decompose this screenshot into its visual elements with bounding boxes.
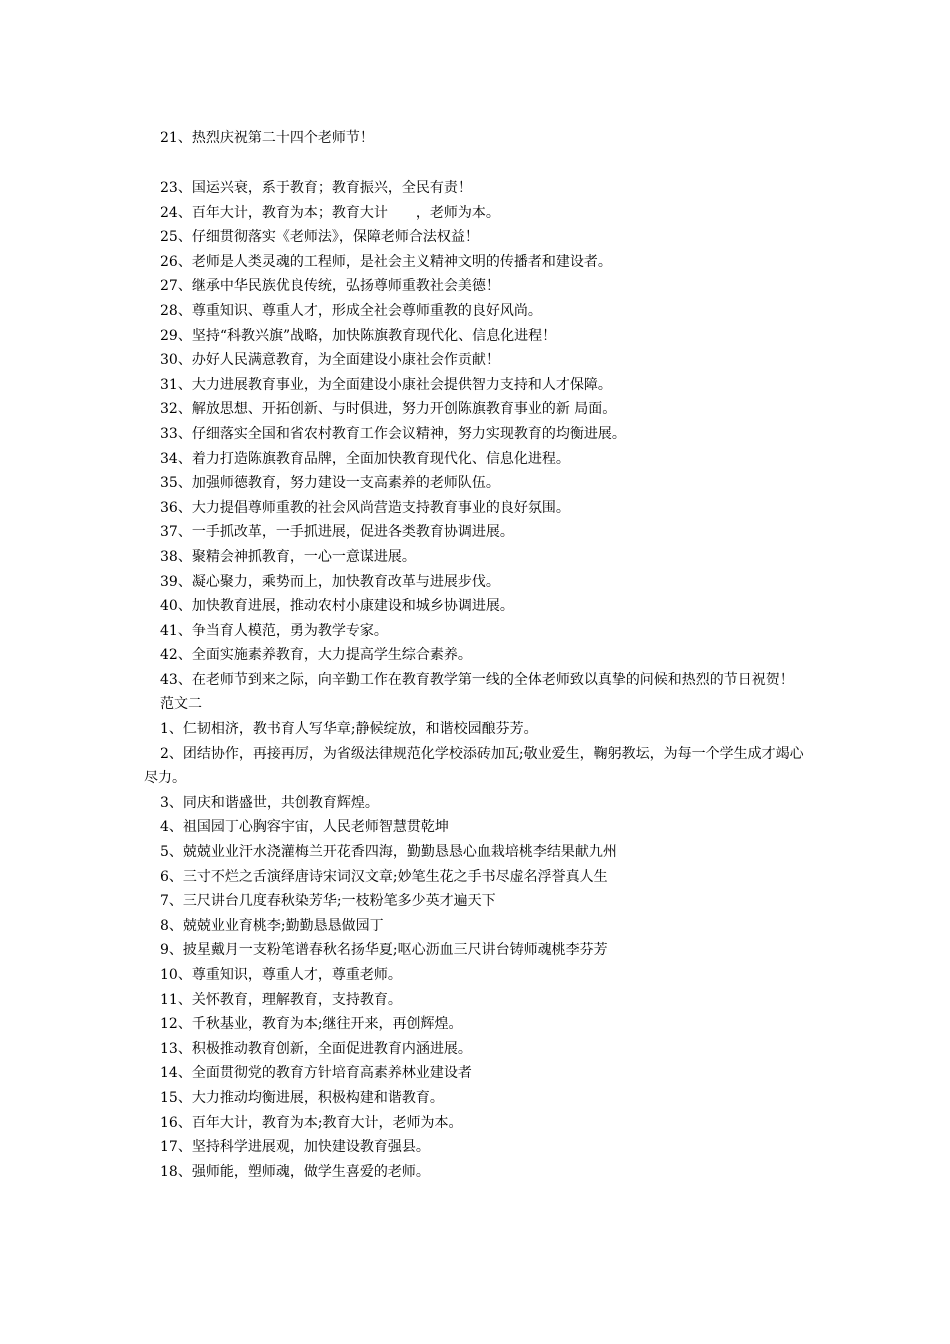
paragraph-b2: 2、团结协作，再接再厉，为省级法律规范化学校添砖加瓦;敬业爱生，鞠躬教坛，为每一个学生成才竭心尽力。	[144, 745, 804, 787]
text-line: 30、办好人民满意教育，为全面建设小康社会作贡献！	[160, 352, 500, 369]
text-line: 1、仁韧相济，教书育人写华章;静候绽放，和谐校园酿芬芳。	[160, 721, 538, 738]
section-title: 范文二	[160, 696, 202, 713]
top-line-block	[144, 126, 804, 151]
paragraph-43: 43、在老师节到来之际，向辛勤工作在教育教学第一线的全体老师致以真挚的问候和热烈的节日祝贺！	[160, 671, 794, 688]
text-line: 8、兢兢业业育桃李;勤勤恳恳做园丁	[160, 917, 384, 934]
text-line: 24、百年大计，教育为本；教育大计 ，老师为本。	[160, 204, 500, 221]
text-line: 31、大力进展教育事业，为全面建设小康社会提供智力支持和人才保障。	[160, 376, 612, 393]
text-line: 7、三尺讲台几度春秋染芳华;一枝粉笔多少英才遍天下	[160, 893, 496, 910]
text-line: 17、坚持科学进展观，加快建设教育强县。	[160, 1139, 430, 1156]
text-line: 14、全面贯彻党的教育方针培育高素养林业建设者	[160, 1065, 472, 1082]
text-line: 11、关怀教育，理解教育，支持教育。	[160, 991, 402, 1008]
text-line: 29、坚持“科教兴旗”战略，加快陈旗教育现代化、信息化进程！	[160, 327, 557, 344]
text-line: 23、国运兴衰，系于教育；教育振兴，全民有责！	[160, 180, 472, 196]
text-line: 34、着力打造陈旗教育品牌，全面加快教育现代化、信息化进程。	[160, 450, 570, 467]
text-line: 28、尊重知识、尊重人才，形成全社会尊师重教的良好风尚。	[160, 302, 542, 319]
text-line: 38、聚精会神抓教育，一心一意谋进展。	[160, 548, 416, 565]
text-line: 15、大力推动均衡进展，积极构建和谐教育。	[160, 1089, 444, 1106]
text-line: 26、老师是人类灵魂的工程师，是社会主义精神文明的传播者和建设者。	[160, 253, 612, 270]
text-line: 10、尊重知识，尊重人才，尊重老师。	[160, 967, 402, 983]
text-line: 40、加快教育进展，推动农村小康建设和城乡协调进展。	[160, 598, 514, 615]
text-line: 42、全面实施素养教育，大力提高学生综合素养。	[160, 647, 472, 664]
main-text-block	[144, 176, 804, 1184]
text-line: 27、继承中华民族优良传统，弘扬尊师重教社会美德！	[160, 278, 500, 295]
text-line: 35、加强师德教育，努力建设一支高素养的老师队伍。	[160, 475, 500, 492]
text-line: 5、兢兢业业汗水浇灌梅兰开花香四海，勤勤恳恳心血栽培桃李结果献九州	[160, 844, 617, 861]
text-line: 4、祖国园丁心胸容宇宙，人民老师智慧贯乾坤	[160, 819, 449, 836]
text-line: 36、大力提倡尊师重教的社会风尚营造支持教育事业的良好氛围。	[160, 499, 570, 516]
text-line: 37、一手抓改革，一手抓进展，促进各类教育协调进展。	[160, 524, 514, 541]
text-line: 13、积极推动教育创新，全面促进教育内涵进展。	[160, 1040, 472, 1057]
text-line: 39、凝心聚力，乘势而上，加快教育改革与进展步伐。	[160, 573, 500, 590]
text-line: 16、百年大计，教育为本;教育大计，老师为本。	[160, 1114, 463, 1131]
text-line: 18、强师能，塑师魂，做学生喜爱的老师。	[160, 1163, 430, 1180]
text-line: 33、仔细落实全国和省农村教育工作会议精神，努力实现教育的均衡进展。	[160, 425, 626, 442]
text-line: 21、热烈庆祝第二十四个老师节！	[160, 130, 374, 146]
text-line: 3、同庆和谐盛世，共创教育辉煌。	[160, 794, 379, 811]
text-line: 41、争当育人模范，勇为教学专家。	[160, 622, 388, 639]
text-line: 32、解放思想、开拓创新、与时俱进，努力开创陈旗教育事业的新 局面。	[160, 401, 617, 418]
text-line: 9、披星戴月一支粉笔谱春秋名扬华夏;呕心沥血三尺讲台铸师魂桃李芬芳	[160, 942, 608, 959]
text-line: 12、千秋基业，教育为本;继往开来，再创辉煌。	[160, 1016, 463, 1033]
text-line: 6、三寸不烂之舌演绎唐诗宋词汉文章;妙笔生花之手书尽虚名浮誉真人生	[160, 868, 608, 885]
text-line: 25、仔细贯彻落实《老师法》，保障老师合法权益！	[160, 229, 479, 246]
